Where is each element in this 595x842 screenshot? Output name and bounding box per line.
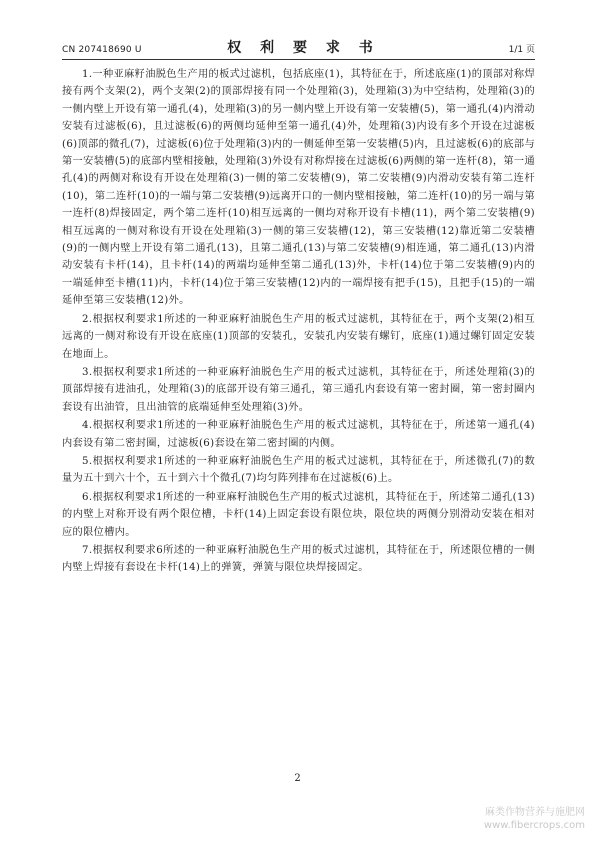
claim-5: 5.根据权利要求1所述的一种亚麻籽油脱色生产用的板式过滤机，其特征在于，所述微孔(7)的数量为五十到六十个，五十到六十个微孔(7)均匀阵列排布在过滤板(6)上。	[62, 455, 535, 485]
page-header	[62, 38, 535, 58]
watermark-url: www.fibercrops.com	[483, 820, 585, 831]
header-divider	[62, 59, 535, 60]
claim-1: 1.一种亚麻籽油脱色生产用的板式过滤机，包括底座(1)，其特征在于，所述底座(1)的顶部对称焊接有两个支架(2)，两个支架(2)的顶部焊接有同一个处理箱(3)，处理箱(3)为中空结构，处理箱(3)的一侧内壁上开设有第一通孔(4)，处理箱(3)的另一侧内壁上开设有第一安装槽(5)，第一通孔(4)内滑动安装有过滤板(6)，且过滤板(6)的两侧均延伸至第一通孔(4)外，处理箱(3)内设有多个开设在过滤板(6)顶部的微孔(7)，过滤板(6)位于处理箱(3)内的一侧延伸至第一安装槽(5)内，且过滤板(6)的底部与第一安装槽(5)的底部内壁相接触，处理箱(3)外设有对称焊接在过滤板(6)两侧的第一连杆(8)，第一通孔(4)的两侧对称设有开设在处理箱(3)一侧的第二安装槽(9)，第二安装槽(9)内滑动安装有第二连杆(10)，第二连杆(10)的一端与第二安装槽(9)远离开口的一侧内壁相接触，第二连杆(10)的另一端与第一连杆(8)焊接固定，两个第二连杆(10)相互远离的一侧均对称开设有卡槽(11)，两个第二安装槽(9)相互远离的一侧对称设有开设在处理箱(3)一侧的第三安装槽(12)，第三安装槽(12)靠近第二安装槽(9)的一侧内壁上开设有第二通孔(13)，且第二通孔(13)与第二安装槽(9)相连通，第二通孔(13)内滑动安装有卡杆(14)，且卡杆(14)的两端均延伸至第二通孔(13)外，卡杆(14)位于第二安装槽(9)内的一端延伸至卡槽(11)内，卡杆(14)位于第三安装槽(12)内的一端焊接有把手(15)，且把手(15)的一端延伸至第三安装槽(12)外。	[62, 69, 535, 307]
watermark-site-name: 麻类作物营养与施肥网	[485, 807, 585, 818]
claim-4: 4.根据权利要求1所述的一种亚麻籽油脱色生产用的板式过滤机，其特征在于，所述第一通孔(4)内套设有第二密封圈，过滤板(6)套设在第二密封圈的内侧。	[62, 420, 535, 449]
claims-body	[62, 66, 535, 578]
page-indicator: 1/1 页	[508, 45, 535, 55]
patent-number: CN 207418690 U	[62, 45, 142, 55]
site-watermark	[445, 806, 585, 832]
claim-7: 7.根据权利要求6所述的一种亚麻籽油脱色生产用的板式过滤机，其特征在于，所述限位槽的一侧内壁上焊接有套设在卡杆(14)上的弹簧，弹簧与限位块焊接固定。	[62, 544, 535, 574]
claim-2: 2.根据权利要求1所述的一种亚麻籽油脱色生产用的板式过滤机，其特征在于，两个支架(2)相互远离的一侧对称设有开设在底座(1)顶部的安装孔，安装孔内安装有螺钉，底座(1)通过螺钉固定安装在地面上。	[62, 313, 535, 360]
claim-6: 6.根据权利要求1所述的一种亚麻籽油脱色生产用的板式过滤机，其特征在于，所述第二通孔(13)的内壁上对称开设有两个限位槽，卡杆(14)上固定套设有限位块，限位块的两侧分别滑动安装在相对应的限位槽内。	[62, 491, 535, 538]
document-title: 权 利 要 求 书	[227, 40, 380, 56]
page-number: 2	[294, 773, 301, 784]
claim-3: 3.根据权利要求1所述的一种亚麻籽油脱色生产用的板式过滤机，其特征在于，所述处理箱(3)的顶部焊接有进油孔，处理箱(3)的底部开设有第三通孔，第三通孔内套设有第一密封圈，第一密封圈内套设有出油管，且出油管的底端延伸至处理箱(3)外。	[62, 366, 535, 413]
